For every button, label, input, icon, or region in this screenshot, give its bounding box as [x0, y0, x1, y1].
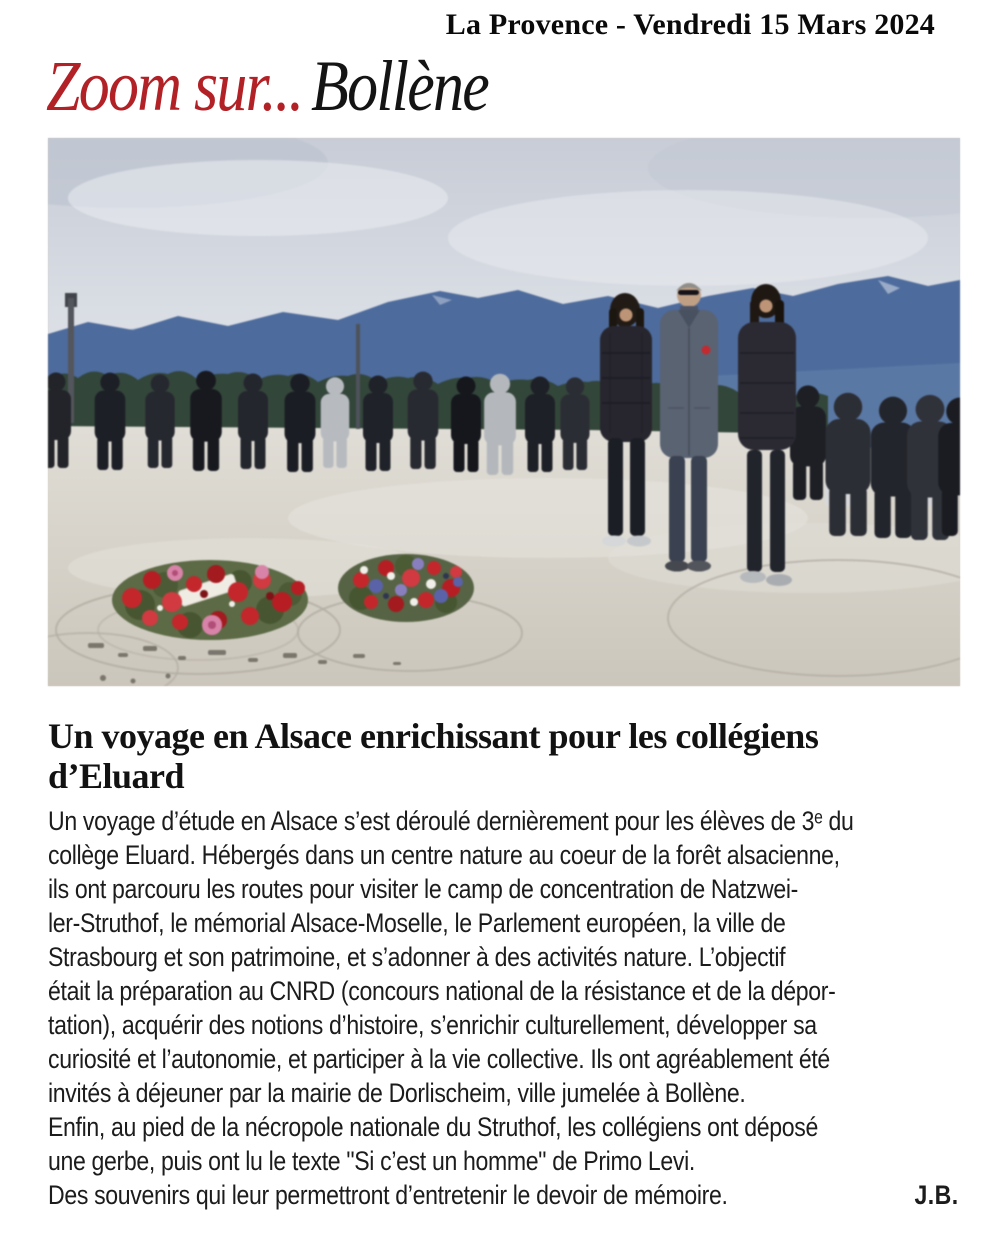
body-line-with-byline — [48, 1178, 959, 1212]
body-line: tation), acquérir des notions d’histoire, s’enrichir culturellement, développer sa — [48, 1010, 817, 1040]
body-line-final: Des souvenirs qui leur permettront d’entretenir le devoir de mémoire. — [48, 1180, 728, 1210]
section-title-zoom-sur: Zoom sur... — [46, 46, 303, 126]
body-line: ils ont parcouru les routes pour visiter le camp de concentration de Natzwei- — [48, 874, 798, 904]
body-line: invités à déjeuner par la mairie de Dorlischeim, ville jumelée à Bollène. — [48, 1078, 746, 1108]
wreath-right — [338, 554, 474, 622]
article-headline — [48, 716, 992, 796]
section-title — [46, 48, 860, 124]
headline-line-1: Un voyage en Alsace enrichissant pour les collégiens — [48, 716, 819, 756]
article-body — [48, 804, 959, 1212]
ceremony-photo — [48, 138, 960, 686]
body-line: Enfin, au pied de la nécropole nationale du Struthof, les collégiens ont déposé — [48, 1112, 818, 1142]
body-line: curiosité et l’autonomie, et participer à la vie collective. Ils ont agréablement été — [48, 1044, 830, 1074]
masthead: La Provence - Vendredi 15 Mars 2024 — [445, 8, 935, 41]
headline-line-2: d’Eluard — [48, 756, 185, 796]
body-line: une gerbe, puis ont lu le texte "Si c’est un homme" de Primo Levi. — [48, 1146, 695, 1176]
section-title-place: Bollène — [310, 46, 489, 126]
body-line: collège Eluard. Hébergés dans un centre nature au coeur de la forêt alsacienne, — [48, 840, 840, 870]
body-line: était la préparation au CNRD (concours national de la résistance et de la dépor- — [48, 976, 836, 1006]
wreath-left — [112, 560, 308, 640]
body-line: ler-Struthof, le mémorial Alsace-Moselle, le Parlement européen, la ville de — [48, 908, 786, 938]
body-line: Strasbourg et son patrimoine, et s’adonner à des activités nature. L’objectif — [48, 942, 786, 972]
body-line: Un voyage d’étude en Alsace s’est déroulé dernièrement pour les élèves de 3ᵉ du — [48, 806, 854, 836]
ceremony-photo-scene — [48, 138, 960, 686]
author-byline: J.B. — [914, 1180, 959, 1210]
